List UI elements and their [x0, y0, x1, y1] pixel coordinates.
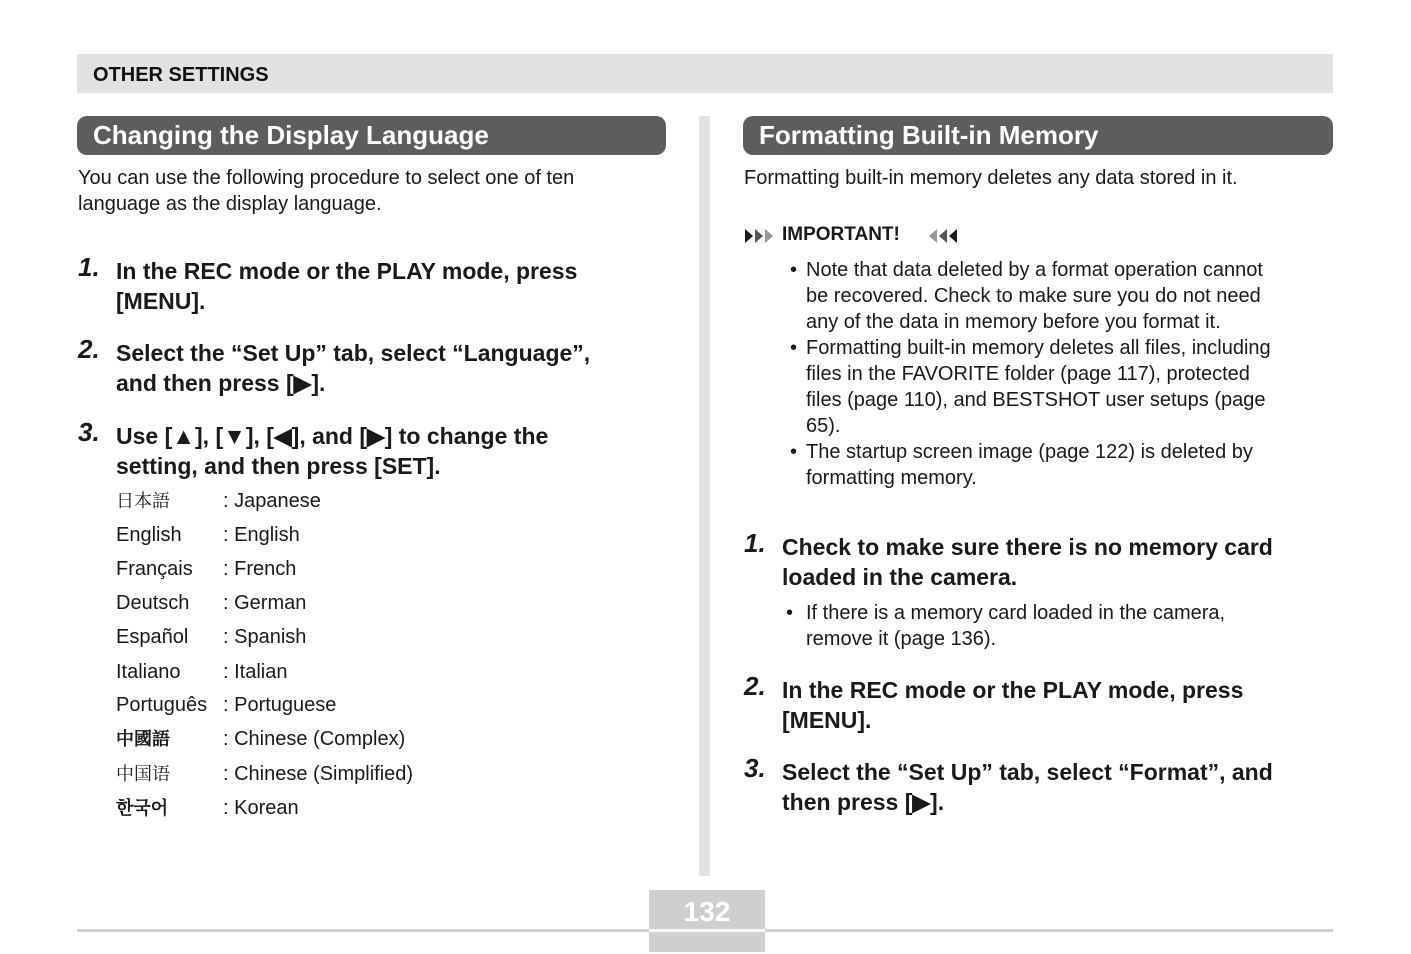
language-native: Français — [116, 558, 193, 580]
step-line: loaded in the camera. — [782, 564, 1018, 590]
language-native: Italiano — [116, 661, 181, 683]
step-text — [782, 757, 1342, 817]
step1-note — [784, 600, 1324, 652]
language-english: : Korean — [223, 797, 299, 819]
language-native: 한국어 — [116, 798, 169, 818]
step-line: Use [▲], [▼], [◀], and [▶] to change the — [116, 423, 549, 449]
step-line: In the REC mode or the PLAY mode, press — [782, 677, 1244, 703]
left-intro-line: language as the display language. — [78, 193, 382, 215]
bullet-line: formatting memory. — [806, 467, 977, 489]
bullet-line: • The startup screen image (page 122) is deleted by — [806, 441, 1253, 463]
step-text — [116, 421, 676, 481]
list-item — [788, 335, 1333, 439]
left-intro — [78, 165, 574, 217]
language-native: 中國語 — [116, 729, 170, 749]
step-text — [782, 532, 1342, 592]
footer-rule — [765, 929, 1333, 932]
right-intro: Formatting built-in memory deletes any data stored in it. — [744, 167, 1238, 189]
right-section-title: Formatting Built-in Memory — [743, 116, 1333, 155]
list-item — [788, 439, 1333, 491]
step-number: 2. — [744, 671, 766, 701]
footer-rule — [77, 929, 649, 932]
note-line: • If there is a memory card loaded in the camera, — [806, 602, 1226, 624]
language-english: : English — [223, 524, 300, 546]
language-native: English — [116, 524, 182, 546]
page-box-rule — [649, 929, 765, 932]
step-number: 1. — [78, 252, 100, 282]
step-line: and then press [▶]. — [116, 370, 326, 396]
important-label: IMPORTANT! — [782, 224, 900, 245]
step-line: [MENU]. — [782, 707, 872, 733]
column-divider — [699, 116, 710, 876]
language-english: : Chinese (Complex) — [223, 728, 406, 750]
list-item — [788, 257, 1333, 335]
list-item — [784, 600, 1324, 652]
language-native: Português — [116, 694, 208, 716]
step-text — [116, 338, 676, 398]
language-native: Español — [116, 626, 189, 648]
step-line: Select the “Set Up” tab, select “Language”, — [116, 340, 591, 366]
page-number: 132 — [683, 896, 731, 927]
bullet-line: any of the data in memory before you format it. — [806, 311, 1221, 333]
step-number: 2. — [78, 334, 100, 364]
step-number: 3. — [744, 753, 766, 783]
step-number: 1. — [744, 528, 766, 558]
bullet-line: • Formatting built-in memory deletes all files, including — [806, 337, 1271, 359]
step-line: setting, and then press [SET]. — [116, 453, 441, 479]
step-text — [782, 675, 1342, 735]
step-text — [116, 256, 676, 316]
bullet-line: • Note that data deleted by a format operation cannot — [806, 259, 1263, 281]
step-line: then press [▶]. — [782, 789, 945, 815]
left-section-title: Changing the Display Language — [77, 116, 666, 155]
language-native: Deutsch — [116, 592, 190, 614]
step-line: In the REC mode or the PLAY mode, press — [116, 258, 578, 284]
language-english: : French — [223, 558, 297, 580]
header-bar — [77, 54, 1333, 93]
bullet-line: files in the FAVORITE folder (page 117), protected — [806, 363, 1250, 385]
important-list — [788, 257, 1333, 491]
language-english: : Japanese — [223, 490, 321, 512]
language-native: 中国语 — [116, 764, 170, 784]
language-native: 日本語 — [116, 491, 170, 511]
language-english: : Spanish — [223, 626, 307, 648]
arrow-left-icon — [926, 228, 958, 244]
step-line: [MENU]. — [116, 288, 206, 314]
step-line: Select the “Set Up” tab, select “Format”, and — [782, 759, 1273, 785]
language-english: : Portuguese — [223, 694, 337, 716]
language-english: : Italian — [223, 661, 288, 683]
left-intro-line: You can use the following procedure to select one of ten — [78, 167, 575, 189]
step-line: Check to make sure there is no memory card — [782, 534, 1273, 560]
note-line: remove it (page 136). — [806, 628, 997, 650]
step-number: 3. — [78, 417, 100, 447]
language-english: : German — [223, 592, 307, 614]
bullet-line: files (page 110), and BESTSHOT user setups (page — [806, 389, 1266, 411]
section-header: OTHER SETTINGS — [93, 64, 269, 86]
page-number-box — [649, 890, 765, 952]
arrow-right-icon — [744, 228, 776, 244]
bullet-line: 65). — [806, 415, 841, 437]
language-english: : Chinese (Simplified) — [223, 763, 414, 785]
bullet-line: be recovered. Check to make sure you do not need — [806, 285, 1261, 307]
